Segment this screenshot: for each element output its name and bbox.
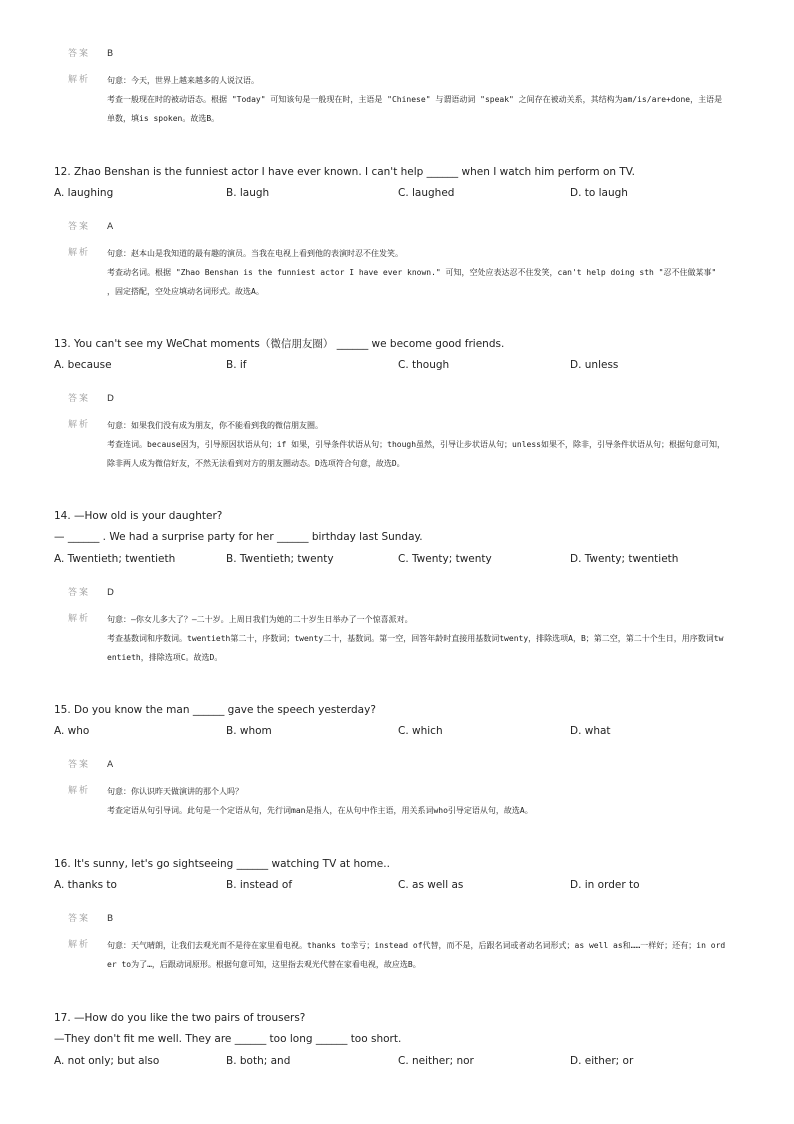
option-c: C. though (398, 359, 450, 371)
question-stem-line-1: 17. —How do you like the two pairs of trousers? (54, 1012, 306, 1024)
option-a: A. Twentieth; twentieth (54, 553, 176, 565)
answer-label: 答案 (68, 49, 91, 59)
answer-label: 答案 (68, 760, 91, 770)
option-c: C. neither; nor (398, 1055, 474, 1067)
question-stem-line-2: —They don't fit me well. They are ______ too long ______ too short. (54, 1033, 402, 1045)
option-a: A. because (54, 359, 112, 371)
answer-label: 答案 (68, 394, 91, 404)
analysis-text: 句意：如果我们没有成为朋友，你不能看到我的微信朋友圈。 考查连词。because因为，引导原因状语从句；if 如果，引导条件状语从句；though虽然，引导让步状语从句；unless如果不，除非，引导条件状语从句；根据句意可知，除非两人成为微信好友，不然无法看到对方的朋友圈动态。D选项符合句意，故选D。 (107, 421, 725, 468)
analysis-label: 解析 (68, 940, 91, 950)
answer-value: A (107, 222, 114, 232)
question-stem: 12. Zhao Benshan is the funniest actor I have ever known. I can't help ______ when I watch him perform on TV. (54, 166, 635, 178)
option-c: C. which (398, 725, 443, 737)
answer-label: 答案 (68, 914, 91, 924)
analysis-label: 解析 (68, 248, 91, 258)
option-a: A. not only; but also (54, 1055, 160, 1067)
answer-value: B (107, 49, 114, 59)
option-a: A. thanks to (54, 879, 117, 891)
option-b: B. Twentieth; twenty (226, 553, 334, 565)
option-d: D. what (570, 725, 611, 737)
answer-value: D (107, 394, 114, 404)
answer-label: 答案 (68, 222, 91, 232)
analysis-label: 解析 (68, 75, 91, 85)
option-c: C. Twenty; twenty (398, 553, 492, 565)
option-b: B. whom (226, 725, 272, 737)
option-a: A. who (54, 725, 90, 737)
option-d: D. to laugh (570, 187, 628, 199)
question-stem: 16. It's sunny, let's go sightseeing ______ watching TV at home.. (54, 858, 390, 870)
option-d: D. unless (570, 359, 619, 371)
option-c: C. as well as (398, 879, 464, 891)
analysis-label: 解析 (68, 614, 91, 624)
analysis-text: 句意：今天，世界上越来越多的人说汉语。 考查一般现在时的被动语态。根据 "Today" 可知该句是一般现在时，主语是 "Chinese" 与谓语动词 "speak" 之间存在被动关系，其结构为am/is/are+done，主语是单数，填is spoken。故选B。 (107, 76, 723, 123)
option-d: D. in order to (570, 879, 640, 891)
answer-value: B (107, 914, 114, 924)
answer-value: D (107, 588, 114, 598)
analysis-text: 句意：你认识昨天做演讲的那个人吗？ 考查定语从句引导词。此句是一个定语从句，先行词man是指人，在从句中作主语，用关系词who引导定语从句，故选A。 (107, 787, 533, 815)
option-b: B. laugh (226, 187, 270, 199)
option-b: B. if (226, 359, 247, 371)
option-a: A. laughing (54, 187, 114, 199)
answer-value: A (107, 760, 114, 770)
option-b: B. instead of (226, 879, 293, 891)
analysis-text: 句意：赵本山是我知道的最有趣的演员。当我在电视上看到他的表演时忍不住发笑。 考查动名词。根据 "Zhao Benshan is the funniest actor I have ever known." 可知，空处应表达忍不住发笑，can't help doing sth "忍不住做某事" ，固定搭配，空处应填动名词形式。故选A。 (107, 249, 717, 296)
option-d: D. Twenty; twentieth (570, 553, 679, 565)
option-c: C. laughed (398, 187, 455, 199)
analysis-label: 解析 (68, 420, 91, 430)
answer-label: 答案 (68, 588, 91, 598)
analysis-label: 解析 (68, 786, 91, 796)
option-b: B. both; and (226, 1055, 291, 1067)
question-stem-line-1: 14. —How old is your daughter? (54, 510, 223, 522)
option-d: D. either; or (570, 1055, 634, 1067)
question-stem: 15. Do you know the man ______ gave the speech yesterday? (54, 704, 376, 716)
analysis-text: 句意：—你女儿多大了？—二十岁。上周日我们为她的二十岁生日举办了一个惊喜派对。 考查基数词和序数词。twentieth第二十，序数词；twenty二十，基数词。第一空，回答年龄时直接用基数词twenty，排除选项A，B；第二空，第二十个生日，用序数词twentieth，排除选项C。故选D。 (107, 615, 724, 662)
question-stem-line-2: — ______ . We had a surprise party for her ______ birthday last Sunday. (54, 531, 423, 543)
analysis-text: 句意：天气晴朗，让我们去观光而不是待在家里看电视。thanks to幸亏；instead of代替，而不是，后跟名词或者动名词形式；as well as和……一样好；还有；in order to为了…，后跟动词原形。根据句意可知，这里指去观光代替在家看电视，故应选B。 (107, 941, 726, 969)
question-stem: 13. You can't see my WeChat moments（微信朋友圈） ______ we become good friends. (54, 338, 505, 350)
